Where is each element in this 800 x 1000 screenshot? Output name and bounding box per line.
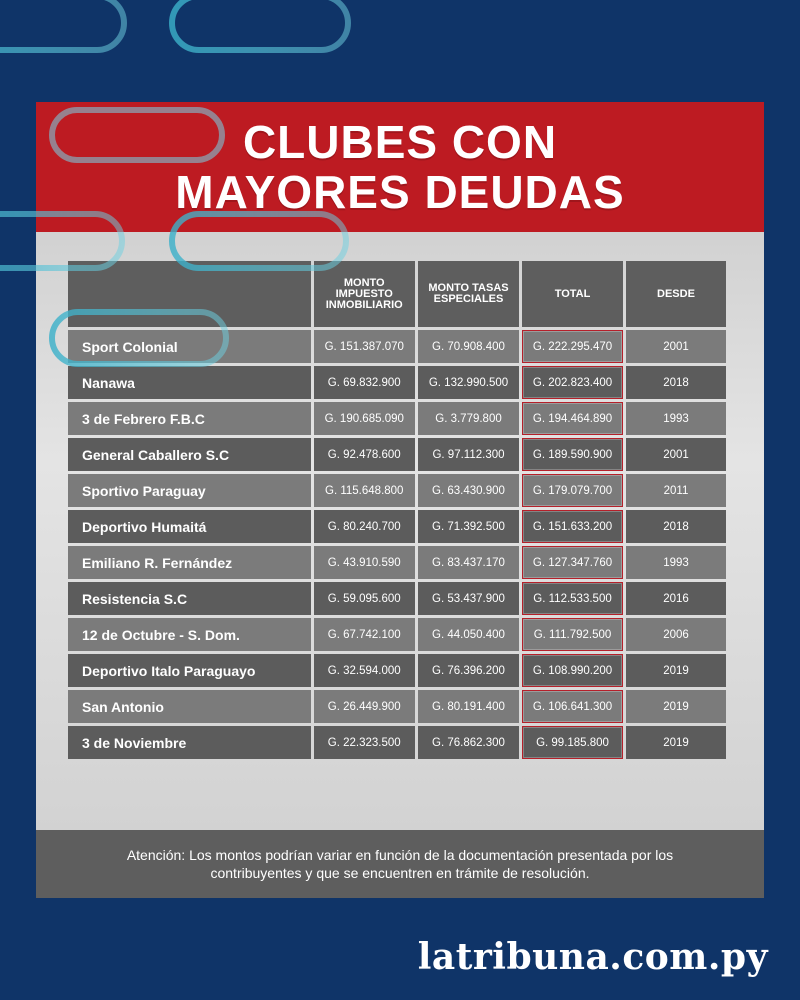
title-banner (36, 102, 764, 232)
debts-card (36, 102, 764, 898)
page-title-line1: CLUBES CON (242, 116, 558, 168)
table-row (68, 330, 726, 363)
cell-club: Deportivo Italo Paraguayo (68, 654, 311, 687)
cell-total: G. 112.533.500 (522, 582, 623, 615)
cell-club: Sport Colonial (68, 330, 311, 363)
cell-impuesto: G. 69.832.900 (314, 366, 415, 399)
table-row (68, 726, 726, 759)
column-header-desde: DESDE (626, 261, 726, 327)
cell-desde: 2018 (626, 366, 726, 399)
cell-club: San Antonio (68, 690, 311, 723)
table-row (68, 510, 726, 543)
cell-impuesto: G. 115.648.800 (314, 474, 415, 507)
cell-club: 12 de Octubre - S. Dom. (68, 618, 311, 651)
column-header-tasas: MONTO TASAS ESPECIALES (418, 261, 519, 327)
cell-desde: 2016 (626, 582, 726, 615)
cell-tasas: G. 76.396.200 (418, 654, 519, 687)
cell-impuesto: G. 22.323.500 (314, 726, 415, 759)
cell-impuesto: G. 190.685.090 (314, 402, 415, 435)
cell-total: G. 127.347.760 (522, 546, 623, 579)
cell-tasas: G. 3.779.800 (418, 402, 519, 435)
cell-tasas: G. 132.990.500 (418, 366, 519, 399)
site-brand: latribuna.com.py (417, 936, 768, 978)
cell-tasas: G. 71.392.500 (418, 510, 519, 543)
cell-tasas: G. 80.191.400 (418, 690, 519, 723)
cell-tasas: G. 44.050.400 (418, 618, 519, 651)
cell-club: 3 de Noviembre (68, 726, 311, 759)
cell-club: Deportivo Humaitá (68, 510, 311, 543)
cell-club: Nanawa (68, 366, 311, 399)
cell-desde: 1993 (626, 402, 726, 435)
cell-tasas: G. 97.112.300 (418, 438, 519, 471)
table-row (68, 690, 726, 723)
table-row (68, 438, 726, 471)
debts-table (65, 258, 729, 762)
cell-tasas: G. 70.908.400 (418, 330, 519, 363)
cell-total: G. 106.641.300 (522, 690, 623, 723)
cell-impuesto: G. 151.387.070 (314, 330, 415, 363)
cell-impuesto: G. 80.240.700 (314, 510, 415, 543)
table-row (68, 654, 726, 687)
cell-desde: 1993 (626, 546, 726, 579)
cell-total: G. 111.792.500 (522, 618, 623, 651)
table-row (68, 366, 726, 399)
table-row (68, 402, 726, 435)
cell-impuesto: G. 43.910.590 (314, 546, 415, 579)
cell-desde: 2019 (626, 654, 726, 687)
table-row (68, 474, 726, 507)
cell-total: G. 99.185.800 (522, 726, 623, 759)
cell-impuesto: G. 26.449.900 (314, 690, 415, 723)
cell-club: Sportivo Paraguay (68, 474, 311, 507)
disclaimer-note (36, 830, 764, 898)
cell-desde: 2018 (626, 510, 726, 543)
cell-total: G. 179.079.700 (522, 474, 623, 507)
cell-tasas: G. 53.437.900 (418, 582, 519, 615)
cell-desde: 2006 (626, 618, 726, 651)
cell-impuesto: G. 32.594.000 (314, 654, 415, 687)
table-row (68, 546, 726, 579)
cell-impuesto: G. 92.478.600 (314, 438, 415, 471)
cell-total: G. 108.990.200 (522, 654, 623, 687)
cell-desde: 2001 (626, 438, 726, 471)
cell-desde: 2011 (626, 474, 726, 507)
disclaimer-text: Atención: Los montos podrían variar en función de la documentación presentada por los contribuyentes y que se encuentren en trámite de resolución. (126, 847, 674, 881)
cell-club: Emiliano R. Fernández (68, 546, 311, 579)
cell-desde: 2019 (626, 690, 726, 723)
cell-total: G. 189.590.900 (522, 438, 623, 471)
cell-tasas: G. 63.430.900 (418, 474, 519, 507)
column-header-impuesto: MONTO IMPUESTO INMOBILIARIO (314, 261, 415, 327)
cell-club: 3 de Febrero F.B.C (68, 402, 311, 435)
cell-total: G. 222.295.470 (522, 330, 623, 363)
cell-tasas: G. 76.862.300 (418, 726, 519, 759)
column-header-club (68, 261, 311, 327)
cell-total: G. 194.464.890 (522, 402, 623, 435)
cell-impuesto: G. 67.742.100 (314, 618, 415, 651)
column-header-total: TOTAL (522, 261, 623, 327)
table-row (68, 582, 726, 615)
debts-table-wrapper (68, 258, 732, 762)
cell-club: General Caballero S.C (68, 438, 311, 471)
cell-desde: 2019 (626, 726, 726, 759)
table-header-row (68, 261, 726, 327)
cell-total: G. 151.633.200 (522, 510, 623, 543)
table-row (68, 618, 726, 651)
cell-impuesto: G. 59.095.600 (314, 582, 415, 615)
page-title-line2: MAYORES DEUDAS (175, 166, 625, 218)
cell-total: G. 202.823.400 (522, 366, 623, 399)
cell-desde: 2001 (626, 330, 726, 363)
cell-tasas: G. 83.437.170 (418, 546, 519, 579)
cell-club: Resistencia S.C (68, 582, 311, 615)
